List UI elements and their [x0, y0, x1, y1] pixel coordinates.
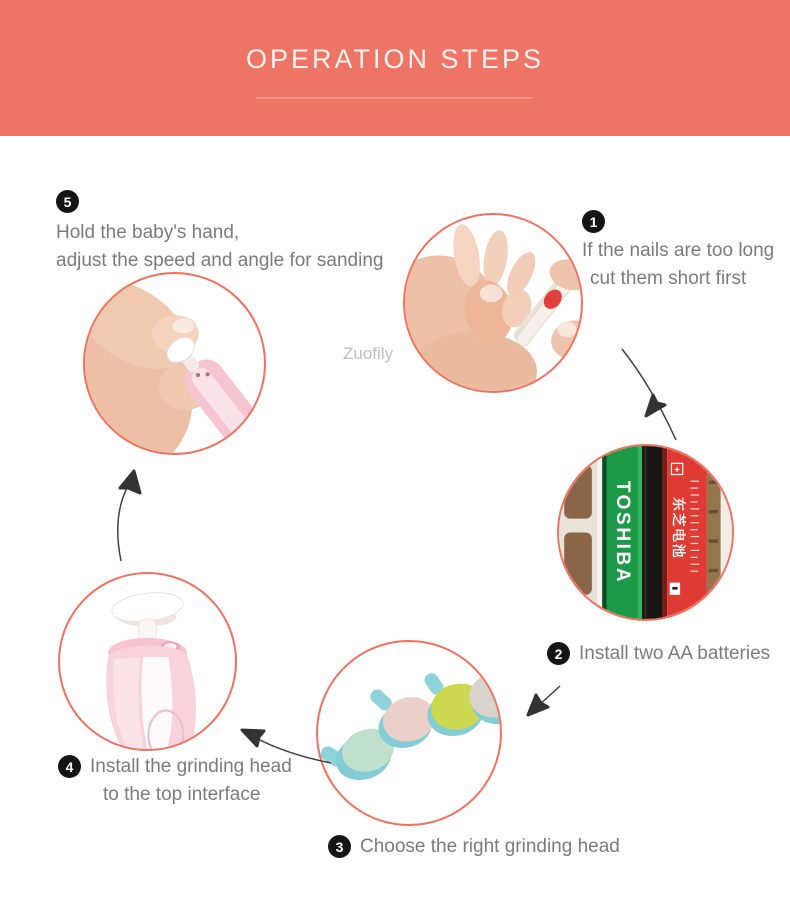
arrow-step2-to-step3-icon	[528, 686, 560, 715]
step4-number-badge: 4	[58, 755, 81, 778]
step4-photo-circle	[58, 572, 237, 751]
battery-plus-text: +	[674, 464, 680, 476]
sanding-illustration	[85, 274, 264, 453]
step2-photo-circle	[557, 444, 734, 621]
grinding-heads-illustration	[318, 642, 500, 824]
step2-text: Install two AA batteries	[579, 643, 771, 664]
arrow-step1-to-step2-icon	[622, 349, 676, 440]
step4-label	[58, 753, 292, 809]
step3-photo-circle	[316, 640, 502, 826]
step3-number-badge: 3	[328, 835, 351, 858]
step4-line1: Install the grinding head	[90, 756, 292, 777]
step5-label	[56, 190, 383, 275]
step1-number-badge: 1	[582, 210, 605, 233]
step1-line2: cut them short first	[590, 268, 747, 289]
battery-brand-text: TOSHIBA	[611, 480, 633, 585]
step3-label	[328, 833, 620, 861]
step3-text: Choose the right grinding head	[360, 836, 620, 857]
step2-label	[547, 640, 770, 668]
step1-line1: If the nails are too long	[582, 240, 775, 261]
title-underline	[256, 97, 532, 99]
header-banner	[0, 0, 790, 136]
batteries-illustration	[559, 446, 732, 619]
arrow-step4-to-step5-icon	[118, 471, 140, 561]
step5-number-badge: 5	[56, 190, 79, 213]
step5-line1: Hold the baby's hand,	[56, 222, 240, 243]
battery-cn-text: 东芝电池	[671, 497, 688, 560]
step4-line2: to the top interface	[103, 784, 261, 805]
watermark-text: Zuofily	[343, 344, 394, 363]
step1-photo-circle	[403, 213, 583, 393]
step5-line2: adjust the speed and angle for sanding	[56, 250, 384, 271]
page-title: OPERATION STEPS	[245, 44, 545, 74]
nail-clipping-illustration	[405, 215, 581, 391]
step5-photo-circle	[83, 272, 266, 455]
step1-label	[582, 210, 774, 293]
step2-number-badge: 2	[547, 642, 570, 665]
trimmer-device-illustration	[60, 574, 235, 749]
